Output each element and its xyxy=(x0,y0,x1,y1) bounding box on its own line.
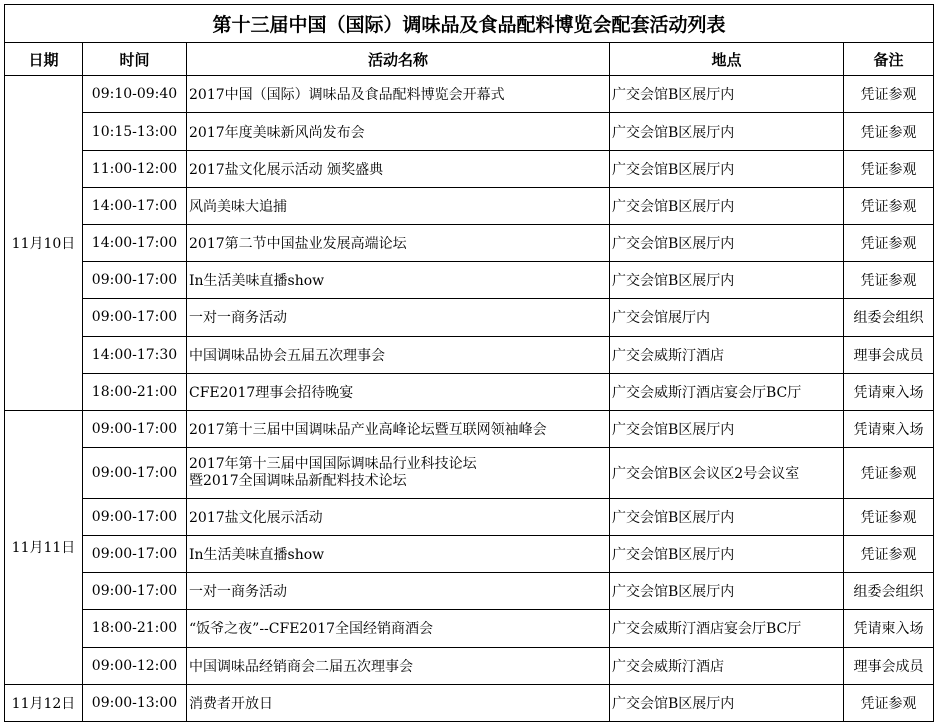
activity-name-cell: 2017盐文化展示活动 xyxy=(187,498,610,535)
note-cell: 凭证参观 xyxy=(844,187,934,224)
date-cell: 11月12日 xyxy=(5,684,83,721)
activity-name-cell xyxy=(187,448,610,499)
table-title: 第十三届中国（国际）调味品及食品配料博览会配套活动列表 xyxy=(5,5,934,43)
location-cell: 广交会馆B区展厅内 xyxy=(610,187,844,224)
location-cell: 广交会馆B区展厅内 xyxy=(610,262,844,299)
time-cell: 09:10-09:40 xyxy=(83,76,187,113)
time-cell: 09:00-17:00 xyxy=(83,299,187,336)
time-cell: 14:00-17:00 xyxy=(83,225,187,262)
location-cell: 广交会威斯汀酒店 xyxy=(610,647,844,684)
location-cell: 广交会馆B区展厅内 xyxy=(610,113,844,150)
activity-name-cell: 2017第十三届中国调味品产业高峰论坛暨互联网领袖峰会 xyxy=(187,410,610,447)
activity-name-cell: 2017年度美味新风尚发布会 xyxy=(187,113,610,150)
note-cell: 理事会成员 xyxy=(844,336,934,373)
location-cell: 广交会馆B区展厅内 xyxy=(610,150,844,187)
activity-name-cell: 风尚美味大追捕 xyxy=(187,187,610,224)
activity-name-cell: 一对一商务活动 xyxy=(187,299,610,336)
table-row xyxy=(5,684,934,721)
header-location: 地点 xyxy=(610,43,844,76)
note-cell: 凭证参观 xyxy=(844,535,934,572)
table-row xyxy=(5,448,934,499)
location-cell: 广交会馆B区展厅内 xyxy=(610,684,844,721)
time-cell: 14:00-17:30 xyxy=(83,336,187,373)
activity-name-cell: 2017盐文化展示活动 颁奖盛典 xyxy=(187,150,610,187)
location-cell: 广交会馆B区展厅内 xyxy=(610,535,844,572)
table-row xyxy=(5,610,934,647)
activity-name-cell: CFE2017理事会招待晚宴 xyxy=(187,373,610,410)
time-cell: 09:00-17:00 xyxy=(83,535,187,572)
activity-name-cell: “饭爷之夜”--CFE2017全国经销商酒会 xyxy=(187,610,610,647)
location-cell: 广交会馆B区会议区2号会议室 xyxy=(610,448,844,499)
table-row xyxy=(5,498,934,535)
activity-name-cell: 2017第二节中国盐业发展高端论坛 xyxy=(187,225,610,262)
note-cell: 凭证参观 xyxy=(844,498,934,535)
activity-name-cell: 一对一商务活动 xyxy=(187,573,610,610)
activity-name-line: 2017年第十三届中国国际调味品行业科技论坛 xyxy=(189,455,477,472)
table-row xyxy=(5,336,934,373)
table-row xyxy=(5,373,934,410)
location-cell: 广交会威斯汀酒店宴会厅BC厅 xyxy=(610,610,844,647)
table-row xyxy=(5,113,934,150)
table-row xyxy=(5,262,934,299)
time-cell: 14:00-17:00 xyxy=(83,187,187,224)
table-row xyxy=(5,225,934,262)
location-cell: 广交会威斯汀酒店宴会厅BC厅 xyxy=(610,373,844,410)
time-cell: 18:00-21:00 xyxy=(83,373,187,410)
time-cell: 09:00-17:00 xyxy=(83,410,187,447)
table-row xyxy=(5,150,934,187)
activity-name-cell: 中国调味品经销商会二届五次理事会 xyxy=(187,647,610,684)
date-cell: 11月10日 xyxy=(5,76,83,411)
note-cell: 凭证参观 xyxy=(844,113,934,150)
header-note: 备注 xyxy=(844,43,934,76)
table-row xyxy=(5,299,934,336)
note-cell: 凭请柬入场 xyxy=(844,410,934,447)
location-cell: 广交会威斯汀酒店 xyxy=(610,336,844,373)
note-cell: 凭证参观 xyxy=(844,262,934,299)
note-cell: 凭证参观 xyxy=(844,684,934,721)
time-cell: 09:00-17:00 xyxy=(83,498,187,535)
note-cell: 凭证参观 xyxy=(844,225,934,262)
note-cell: 理事会成员 xyxy=(844,647,934,684)
header-date: 日期 xyxy=(5,43,83,76)
time-cell: 09:00-12:00 xyxy=(83,647,187,684)
note-cell: 凭证参观 xyxy=(844,150,934,187)
table-row xyxy=(5,187,934,224)
time-cell: 09:00-17:00 xyxy=(83,448,187,499)
table-row xyxy=(5,647,934,684)
table-row xyxy=(5,535,934,572)
date-cell: 11月11日 xyxy=(5,410,83,684)
activity-name-cell: In生活美味直播show xyxy=(187,262,610,299)
time-cell: 18:00-21:00 xyxy=(83,610,187,647)
header-activity-name: 活动名称 xyxy=(187,43,610,76)
location-cell: 广交会馆B区展厅内 xyxy=(610,410,844,447)
location-cell: 广交会馆展厅内 xyxy=(610,299,844,336)
note-cell: 凭证参观 xyxy=(844,448,934,499)
location-cell: 广交会馆B区展厅内 xyxy=(610,573,844,610)
note-cell: 凭证参观 xyxy=(844,76,934,113)
activity-name-cell: 2017中国（国际）调味品及食品配料博览会开幕式 xyxy=(187,76,610,113)
table-row xyxy=(5,410,934,447)
location-cell: 广交会馆B区展厅内 xyxy=(610,498,844,535)
table-row xyxy=(5,573,934,610)
time-cell: 10:15-13:00 xyxy=(83,113,187,150)
time-cell: 09:00-17:00 xyxy=(83,262,187,299)
note-cell: 组委会组织 xyxy=(844,573,934,610)
activity-name-line: 暨2017全国调味品新配料技术论坛 xyxy=(189,472,407,489)
location-cell: 广交会馆B区展厅内 xyxy=(610,225,844,262)
location-cell: 广交会馆B区展厅内 xyxy=(610,76,844,113)
note-cell: 凭请柬入场 xyxy=(844,610,934,647)
activity-name-cell: In生活美味直播show xyxy=(187,535,610,572)
time-cell: 11:00-12:00 xyxy=(83,150,187,187)
time-cell: 09:00-17:00 xyxy=(83,573,187,610)
note-cell: 组委会组织 xyxy=(844,299,934,336)
activity-table xyxy=(4,4,934,722)
activity-name-cell: 消费者开放日 xyxy=(187,684,610,721)
header-time: 时间 xyxy=(83,43,187,76)
time-cell: 09:00-13:00 xyxy=(83,684,187,721)
activity-name-cell: 中国调味品协会五届五次理事会 xyxy=(187,336,610,373)
note-cell: 凭请柬入场 xyxy=(844,373,934,410)
table-row xyxy=(5,76,934,113)
